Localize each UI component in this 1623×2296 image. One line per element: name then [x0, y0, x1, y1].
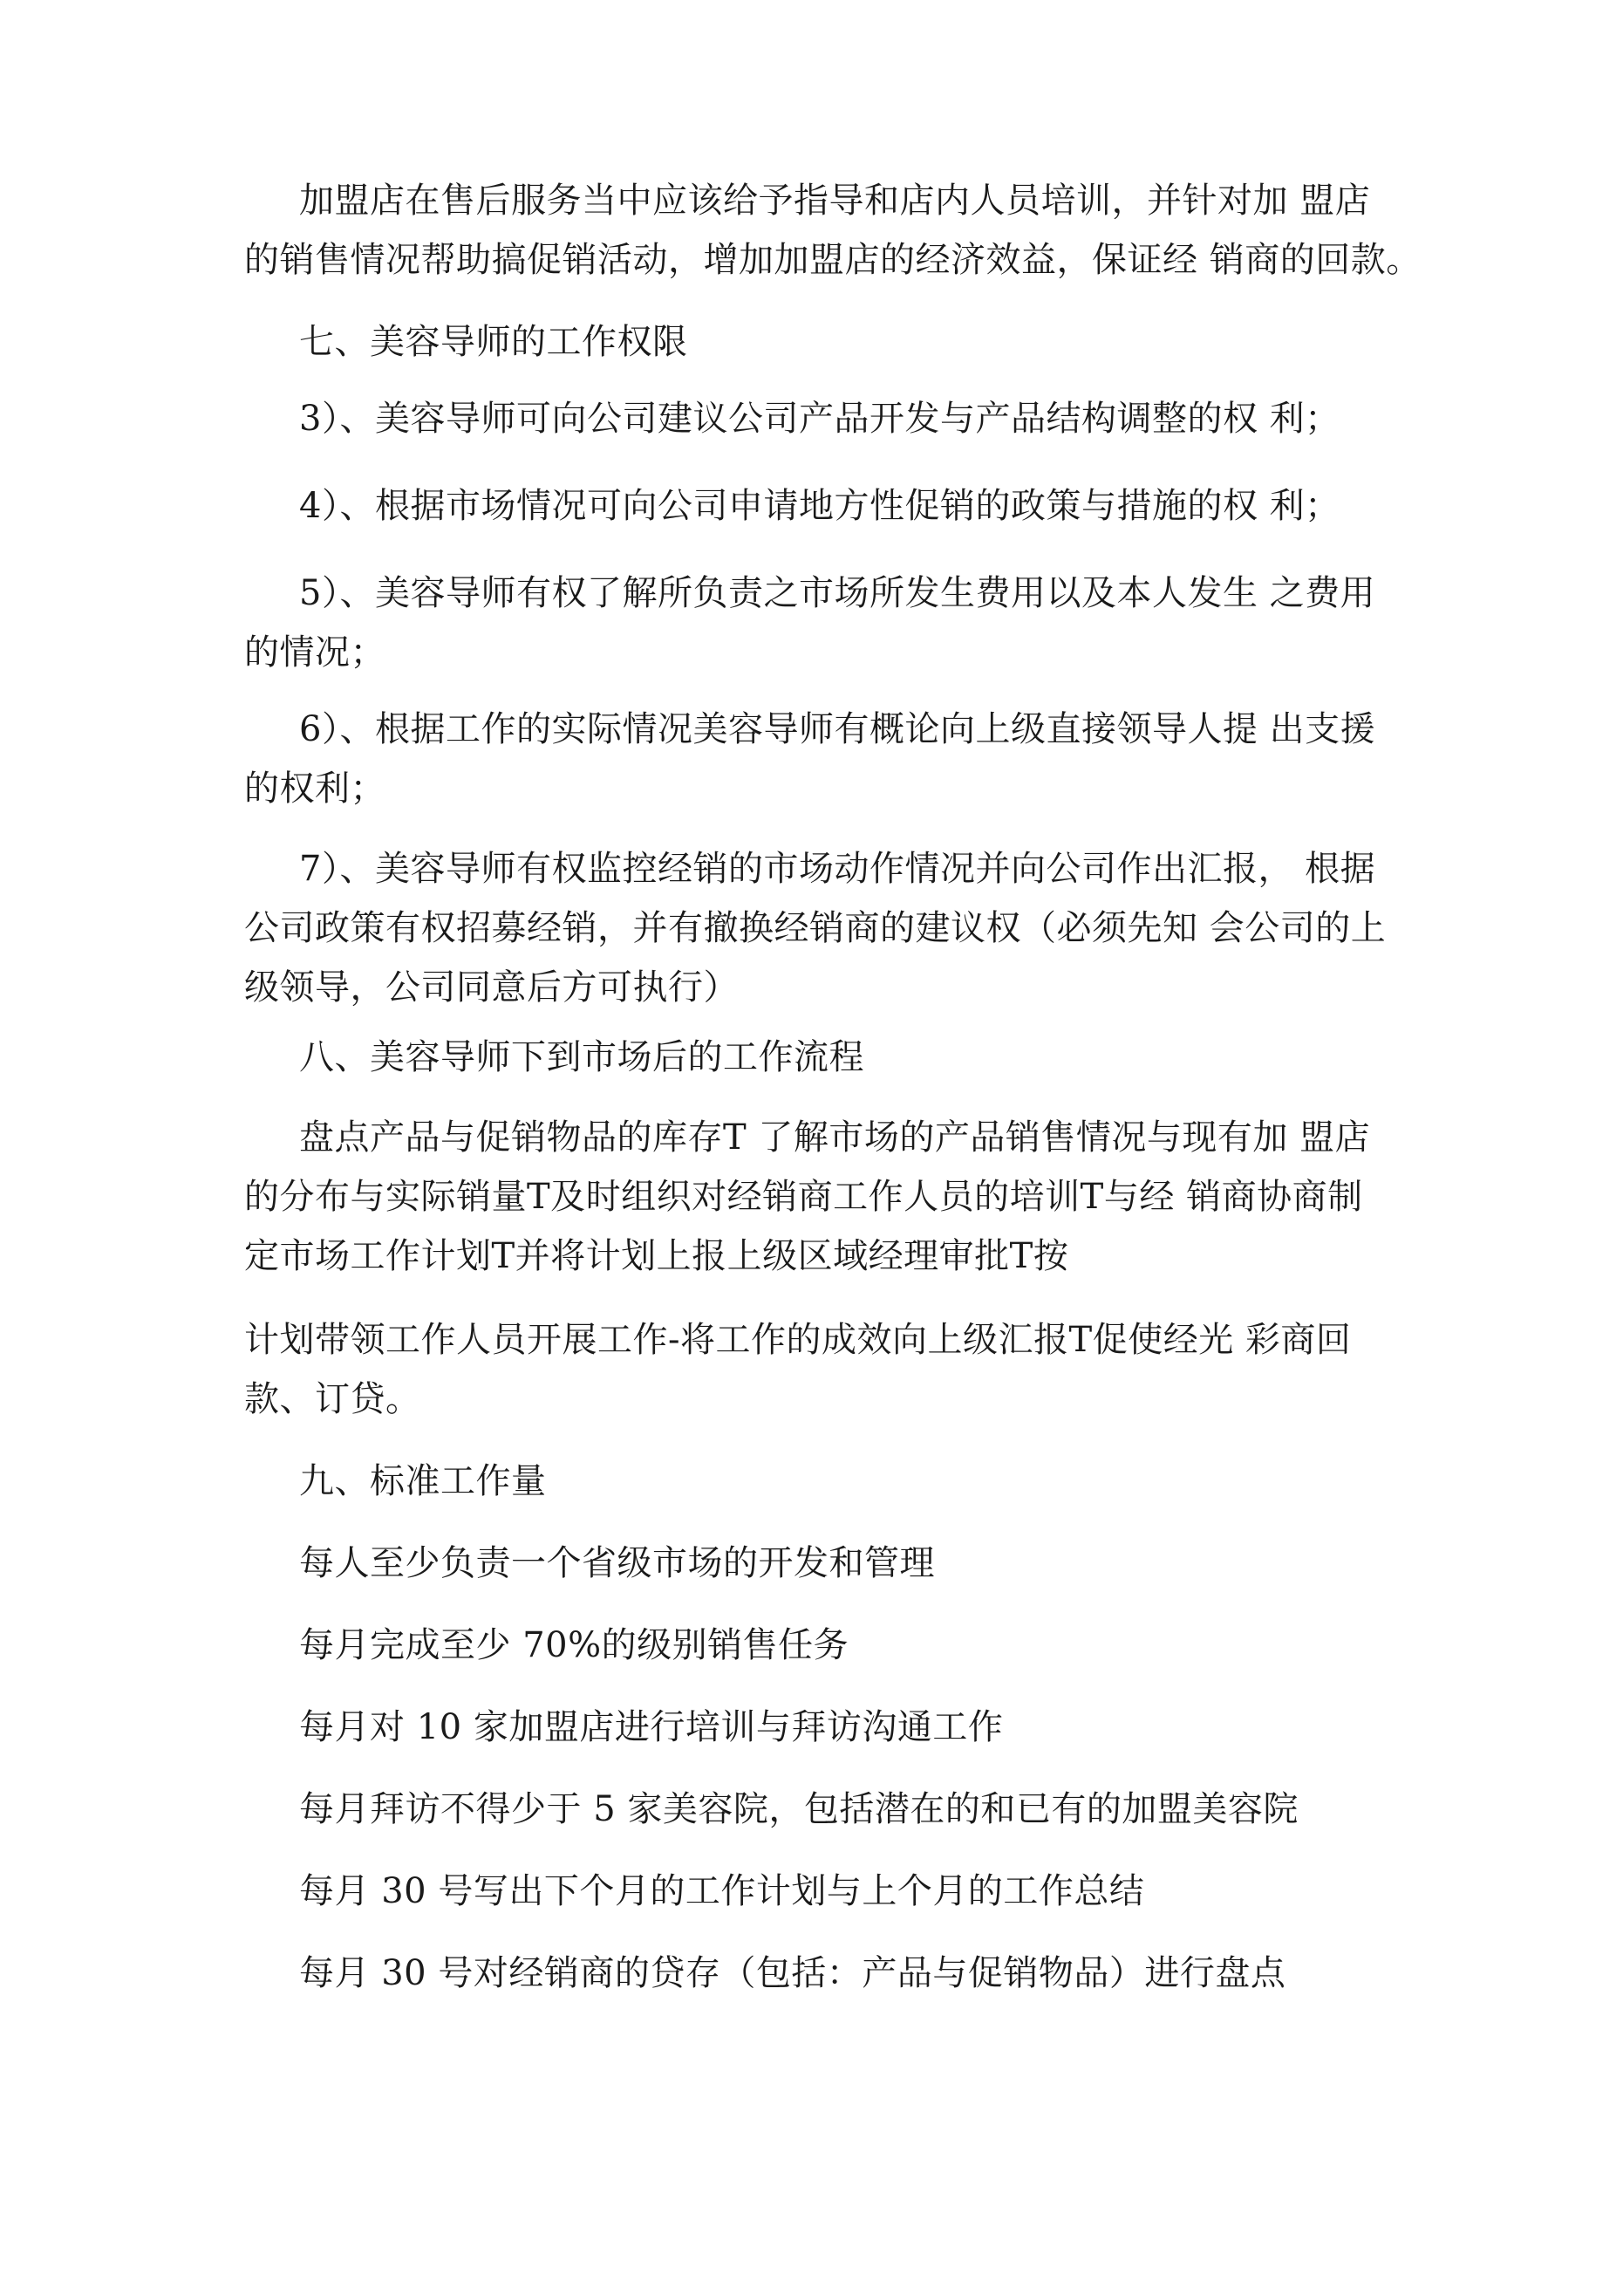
paragraph-line: 款、订贷。: [244, 1379, 421, 1419]
paragraph-line: 每月 30 号写出下个月的工作计划与上个月的工作总结: [299, 1871, 1145, 1911]
paragraph-line: 每月拜访不得少于 5 家美容院，包括潜在的和已有的加盟美容院: [299, 1789, 1299, 1829]
heading-text: 七、美容导师的工作权限: [299, 322, 688, 362]
workload-item: [244, 1534, 1430, 1593]
list-item-5: [244, 564, 1430, 682]
paragraph-line: 计划带领工作人员开展工作-将工作的成效向上级汇报T促使经光 彩商回: [244, 1320, 1352, 1360]
paragraph-line: 每月对 10 家加盟店进行培训与拜访沟通工作: [299, 1707, 1004, 1747]
paragraph-line: 定市场工作计划T并将计划上报上级区域经理审批T按: [244, 1236, 1069, 1276]
paragraph-line: 的权利；: [244, 769, 385, 809]
paragraph-line: 的情况；: [244, 632, 385, 673]
workload-item: [244, 1698, 1430, 1757]
paragraph-after-sales: [244, 171, 1430, 290]
section-heading-9: [244, 1452, 1430, 1511]
paragraph-line: 每月 30 号对经销商的贷存（包括：产品与促销物品）进行盘点: [299, 1953, 1286, 1993]
paragraph-line: 4）、根据市场情况可向公司申请地方性促销的政策与措施的权 利；: [299, 486, 1340, 526]
paragraph-workflow: [244, 1108, 1430, 1286]
workload-item: [244, 1616, 1430, 1675]
paragraph-line: 加盟店在售后服务当中应该给予指导和店内人员培训，并针对加 盟店: [299, 181, 1371, 221]
paragraph-line: 的销售情况帮助搞促销活动，增加加盟店的经济效益，保证经 销商的回款。: [244, 240, 1422, 280]
list-item-4: [244, 476, 1430, 536]
list-item-3: [244, 389, 1430, 448]
paragraph-workflow-continued: [244, 1310, 1430, 1429]
heading-text: 八、美容导师下到市场后的工作流程: [299, 1037, 864, 1077]
paragraph-line: 盘点产品与促销物品的库存T 了解市场的产品销售情况与现有加 盟店: [299, 1117, 1371, 1158]
paragraph-line: 公司政策有权招募经销，并有撤换经销商的建议权（必须先知 会公司的上: [244, 908, 1387, 948]
section-heading-7: [244, 312, 1430, 372]
list-item-7: [244, 839, 1430, 1017]
workload-item: [244, 1944, 1430, 2003]
paragraph-line: 每月完成至少 70%的级别销售任务: [299, 1625, 849, 1665]
workload-item: [244, 1862, 1430, 1921]
paragraph-line: 每人至少负责一个省级市场的开发和管理: [299, 1543, 935, 1583]
heading-text: 九、标准工作量: [299, 1461, 547, 1501]
section-heading-8: [244, 1028, 1430, 1087]
paragraph-line: 6）、根据工作的实际情况美容导师有概论向上级直接领导人提 出支援: [299, 709, 1376, 749]
paragraph-line: 3）、美容导师可向公司建议公司产品开发与产品结构调整的权 利；: [299, 399, 1340, 439]
paragraph-line: 5）、美容导师有权了解所负责之市场所发生费用以及本人发生 之费用: [299, 573, 1376, 613]
list-item-6: [244, 700, 1430, 818]
paragraph-line: 7）、美容导师有权监控经销的市场动作情况并向公司作出汇报， 根据: [299, 849, 1376, 889]
workload-item: [244, 1780, 1430, 1839]
paragraph-line: 的分布与实际销量T及时组织对经销商工作人员的培训T与经 销商协商制: [244, 1177, 1363, 1217]
paragraph-line: 级领导，公司同意后方可执行）: [244, 967, 739, 1008]
